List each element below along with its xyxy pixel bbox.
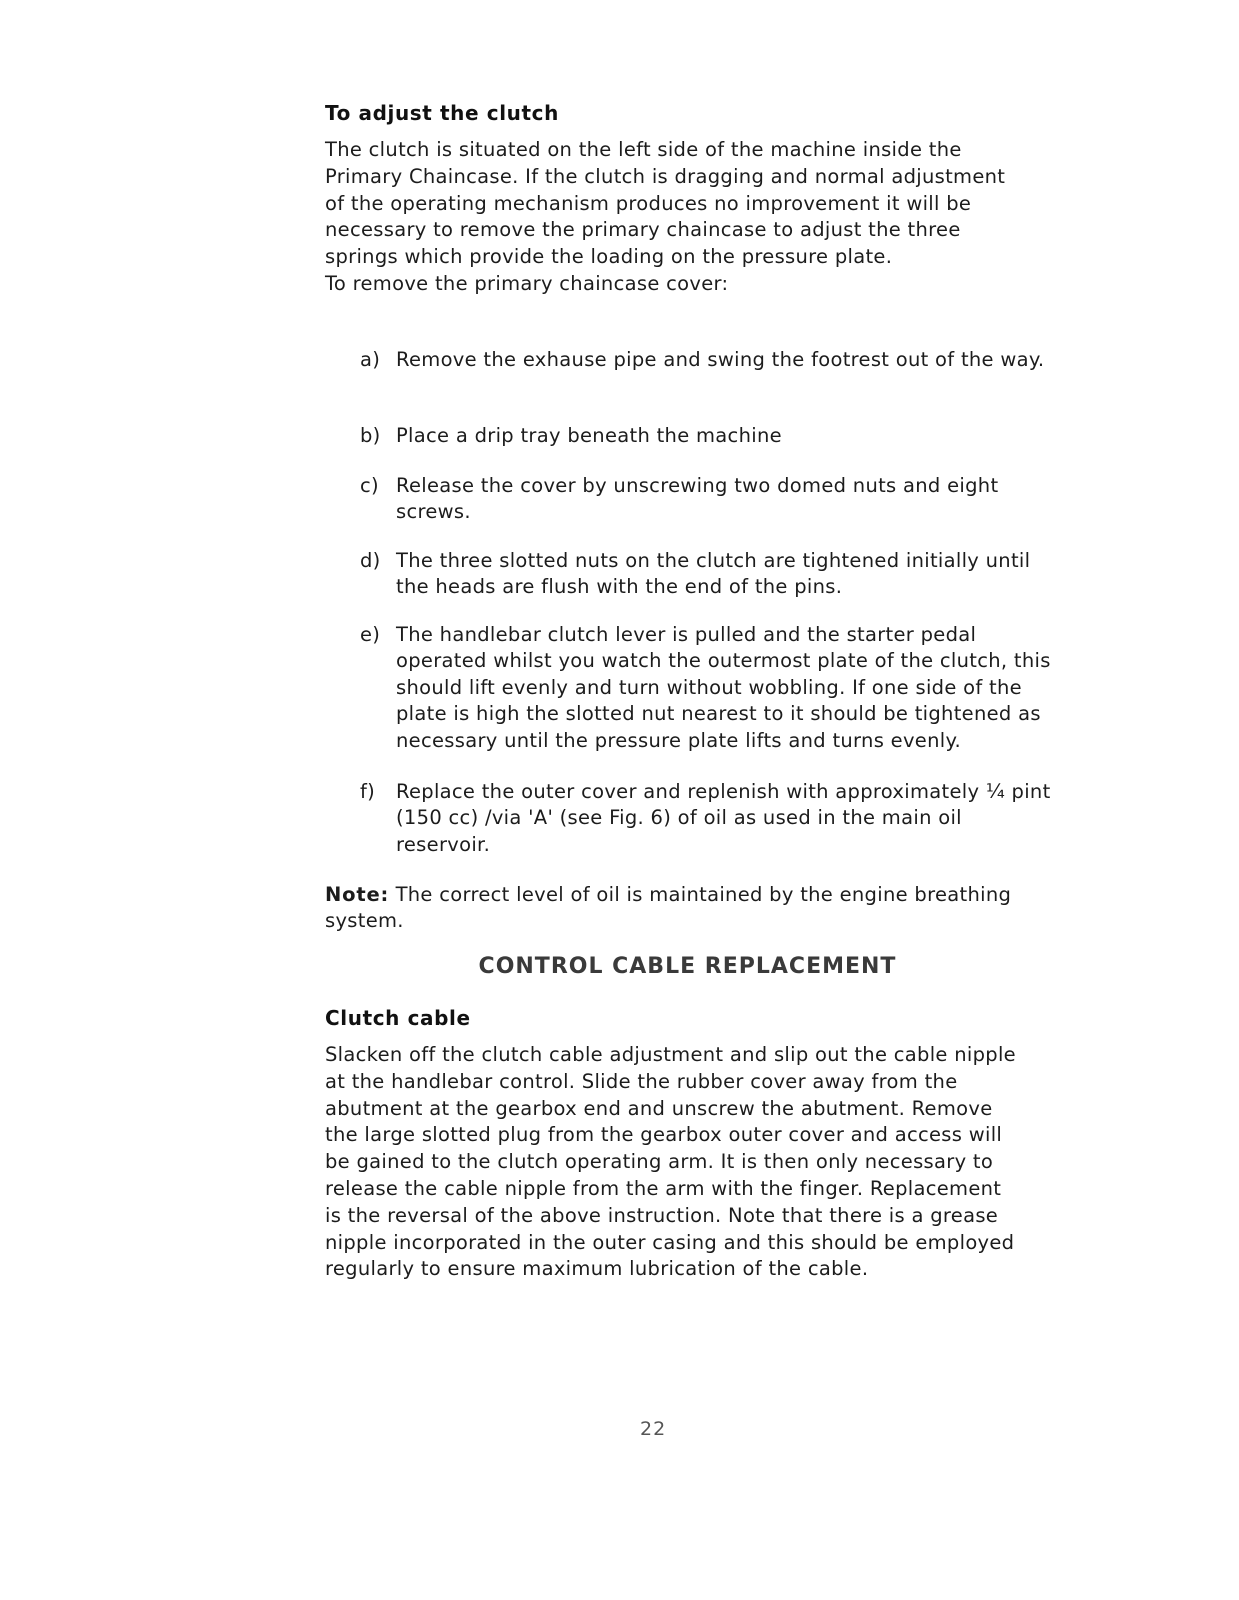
intro-line: springs which provide the loading on the pressure plate.	[325, 245, 893, 269]
cable-line: be gained to the clutch operating arm. It is then only necessary to	[325, 1150, 994, 1174]
step-e	[360, 622, 1055, 754]
clutch-adjust-heading: To adjust the clutch	[325, 101, 559, 125]
step-label: f)	[360, 780, 376, 803]
cable-line: Slacken off the clutch cable adjustment and slip out the cable nipple	[325, 1043, 1016, 1066]
note-label: Note:	[325, 883, 390, 906]
step-label: e)	[360, 623, 381, 646]
step-text: The three slotted nuts on the clutch are tightened initially until the heads are flush with the end of the pins.	[396, 549, 1031, 599]
intro-line: To remove the primary chaincase cover:	[325, 271, 729, 295]
cable-line: abutment at the gearbox end and unscrew the abutment. Remove	[325, 1096, 993, 1120]
cable-line: release the cable nipple from the arm with the finger. Replacement	[325, 1176, 1002, 1200]
section-title: CONTROL CABLE REPLACEMENT	[478, 954, 897, 979]
step-d	[360, 548, 1055, 601]
intro-line: The clutch is situated on the left side of the machine inside the	[325, 138, 962, 161]
oil-level-note	[325, 882, 1050, 935]
clutch-adjust-intro	[325, 137, 1050, 298]
step-f	[360, 779, 1055, 858]
step-text: The handlebar clutch lever is pulled and the starter pedal operated whilst you watch the outermost plate of the clutch, this should lift evenly and turn without wobbling. If one side of the plate is high the slotted nut nearest to it should be tightened as necessary until the pressure plate lifts and turns evenly.	[396, 623, 1051, 752]
cable-line: the large slotted plug from the gearbox outer cover and access will	[325, 1123, 1003, 1147]
note-text: The correct level of oil is maintained by the engine breathing system.	[325, 883, 1012, 933]
step-a	[360, 347, 1055, 373]
step-label: d)	[360, 549, 381, 572]
intro-line: Primary Chaincase. If the clutch is dragging and normal adjustment	[325, 164, 1006, 188]
intro-line: necessary to remove the primary chaincase to adjust the three	[325, 218, 961, 242]
step-text: Replace the outer cover and replenish with approximately ¼ pint (150 cc) /via 'A' (see Fig. 6) of oil as used in the main oil reservoir.	[396, 780, 1051, 856]
clutch-cable-body	[325, 1042, 1050, 1283]
step-text: Release the cover by unscrewing two domed nuts and eight screws.	[396, 474, 999, 524]
step-b	[360, 423, 1055, 449]
page-number: 22	[640, 1418, 667, 1440]
clutch-cable-heading: Clutch cable	[325, 1006, 471, 1030]
cable-line: nipple incorporated in the outer casing and this should be employed	[325, 1230, 1015, 1254]
intro-line: of the operating mechanism produces no improvement it will be	[325, 191, 972, 215]
step-label: b)	[360, 424, 381, 447]
step-text: Remove the exhause pipe and swing the footrest out of the way.	[396, 348, 1045, 371]
step-c	[360, 473, 1055, 526]
step-text: Place a drip tray beneath the machine	[396, 424, 782, 447]
cable-line: is the reversal of the above instruction. Note that there is a grease	[325, 1203, 999, 1227]
step-label: a)	[360, 348, 381, 371]
cable-line: at the handlebar control. Slide the rubber cover away from the	[325, 1069, 958, 1093]
step-label: c)	[360, 474, 379, 497]
cable-line: regularly to ensure maximum lubrication of the cable.	[325, 1257, 869, 1281]
